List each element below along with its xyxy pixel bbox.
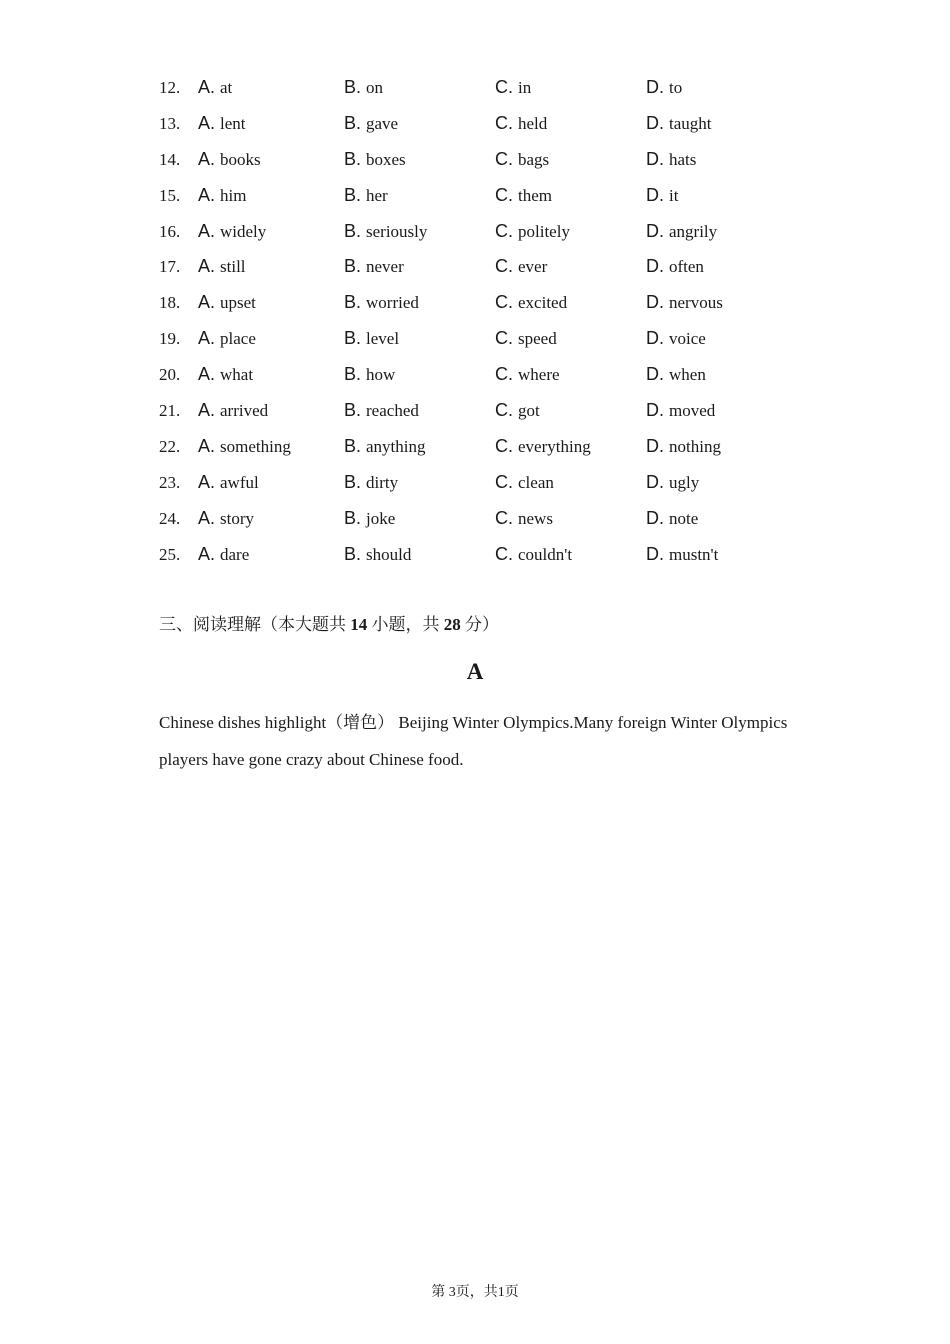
option-letter: C. <box>495 256 513 277</box>
option-letter: B. <box>344 184 362 205</box>
option-letter: C. <box>495 543 513 564</box>
option-letter: A. <box>198 507 216 528</box>
option-d <box>646 393 715 429</box>
option-letter: A. <box>198 148 216 169</box>
question-row <box>159 142 859 178</box>
option-b <box>344 501 395 537</box>
option-letter: C. <box>495 112 513 133</box>
option-text: angrily <box>669 221 718 241</box>
option-text: how <box>366 365 396 385</box>
option-letter: C. <box>495 148 513 169</box>
question-row <box>159 106 859 142</box>
option-letter: C. <box>495 364 513 385</box>
option-a <box>198 537 249 573</box>
option-text: what <box>220 365 254 385</box>
option-letter: C. <box>495 328 513 349</box>
option-d <box>646 357 706 393</box>
option-a <box>198 70 232 106</box>
question-row <box>159 321 859 357</box>
question-row <box>159 501 859 537</box>
option-c <box>495 501 553 537</box>
question-row <box>159 465 859 501</box>
option-c <box>495 142 549 178</box>
option-letter: B. <box>344 471 362 492</box>
option-text: to <box>669 78 683 97</box>
option-letter: A. <box>198 400 216 421</box>
question-number: 17. <box>159 257 181 277</box>
option-letter: D. <box>646 364 664 385</box>
option-letter: B. <box>344 256 362 277</box>
option-text: boxes <box>366 149 406 169</box>
option-b <box>344 70 383 106</box>
option-text: reached <box>366 401 419 421</box>
option-c <box>495 429 591 465</box>
option-text: arrived <box>220 401 269 421</box>
passage-text: Chinese dishes highlight（增色） Beijing Winter Olympics.Many foreign Winter Olympics players have gone crazy about Chinese food. <box>159 713 788 769</box>
option-a <box>198 106 246 142</box>
option-c <box>495 249 547 285</box>
option-d <box>646 142 696 178</box>
option-text: level <box>366 329 400 349</box>
question-row <box>159 285 859 321</box>
option-letter: D. <box>646 471 664 492</box>
option-text: couldn't <box>518 544 573 564</box>
section-points: 28 <box>443 615 461 634</box>
option-a <box>198 214 266 250</box>
question-row <box>159 70 859 106</box>
option-text: politely <box>518 221 570 241</box>
option-letter: B. <box>344 507 362 528</box>
option-letter: A. <box>198 256 216 277</box>
option-letter: B. <box>344 543 362 564</box>
option-letter: C. <box>495 292 513 313</box>
option-a <box>198 142 261 178</box>
option-text: note <box>669 508 699 528</box>
option-text: books <box>220 149 261 169</box>
question-number: 13. <box>159 113 181 133</box>
option-d <box>646 214 717 250</box>
option-b <box>344 537 411 573</box>
option-text: clean <box>518 472 554 492</box>
option-text: anything <box>366 436 426 456</box>
option-a <box>198 178 246 214</box>
option-letter: A. <box>198 435 216 456</box>
option-d <box>646 429 721 465</box>
option-text: held <box>518 113 548 133</box>
option-letter: B. <box>344 112 362 133</box>
option-text: ugly <box>669 472 700 492</box>
option-letter: D. <box>646 112 664 133</box>
section-heading-prefix: 三、阅读理解（本大题共 <box>159 615 351 634</box>
option-letter: D. <box>646 435 664 456</box>
option-letter: B. <box>344 77 362 97</box>
option-letter: D. <box>646 292 664 313</box>
option-letter: D. <box>646 77 664 97</box>
option-d <box>646 285 723 321</box>
option-c <box>495 537 572 573</box>
option-letter: A. <box>198 328 216 349</box>
question-number: 14. <box>159 149 181 169</box>
section-heading <box>159 613 499 637</box>
option-letter: A. <box>198 112 216 133</box>
option-text: ever <box>518 257 548 277</box>
question-row <box>159 393 859 429</box>
question-row <box>159 249 859 285</box>
section-heading-middle: 小题，共 <box>367 615 444 634</box>
option-letter: C. <box>495 400 513 421</box>
question-number: 18. <box>159 293 181 313</box>
question-number: 12. <box>159 78 181 97</box>
option-text: nothing <box>669 436 721 456</box>
option-d <box>646 249 704 285</box>
question-number: 24. <box>159 508 181 528</box>
option-text: place <box>220 329 256 349</box>
option-letter: B. <box>344 364 362 385</box>
option-text: upset <box>220 293 256 313</box>
option-letter: B. <box>344 435 362 456</box>
option-d <box>646 537 718 573</box>
question-row <box>159 214 859 250</box>
passage-title: A <box>466 659 484 684</box>
option-text: everything <box>518 436 591 456</box>
option-a <box>198 429 291 465</box>
question-number: 23. <box>159 472 181 492</box>
option-text: gave <box>366 113 399 133</box>
option-b <box>344 142 406 178</box>
option-letter: D. <box>646 328 664 349</box>
option-c <box>495 178 552 214</box>
option-text: dare <box>220 544 250 564</box>
option-letter: A. <box>198 220 216 241</box>
option-text: got <box>518 401 540 421</box>
question-number: 19. <box>159 329 181 349</box>
option-d <box>646 106 712 142</box>
option-text: dirty <box>366 472 399 492</box>
option-text: mustn't <box>669 544 719 564</box>
option-text: something <box>220 436 291 456</box>
option-letter: C. <box>495 77 513 97</box>
option-text: moved <box>669 401 716 421</box>
option-d <box>646 70 682 106</box>
option-text: it <box>669 185 679 205</box>
option-letter: D. <box>646 400 664 421</box>
option-letter: B. <box>344 220 362 241</box>
question-number: 25. <box>159 544 181 564</box>
option-b <box>344 178 388 214</box>
option-b <box>344 357 395 393</box>
section-question-count: 14 <box>350 615 368 634</box>
option-text: at <box>220 78 233 97</box>
option-letter: C. <box>495 507 513 528</box>
option-letter: A. <box>198 364 216 385</box>
option-a <box>198 501 254 537</box>
option-d <box>646 465 699 501</box>
option-letter: D. <box>646 507 664 528</box>
option-b <box>344 249 404 285</box>
option-text: bags <box>518 149 550 169</box>
option-c <box>495 70 531 106</box>
option-text: joke <box>366 508 396 528</box>
option-text: story <box>220 508 255 528</box>
option-letter: B. <box>344 328 362 349</box>
section-heading-suffix: 分） <box>460 615 499 634</box>
option-letter: D. <box>646 184 664 205</box>
option-text: when <box>669 365 706 385</box>
option-d <box>646 178 678 214</box>
option-d <box>646 501 698 537</box>
option-text: her <box>366 185 388 205</box>
option-text: still <box>220 257 246 277</box>
option-letter: C. <box>495 435 513 456</box>
option-letter: A. <box>198 77 216 97</box>
option-letter: A. <box>198 292 216 313</box>
option-b <box>344 106 398 142</box>
question-list <box>159 70 859 572</box>
option-b <box>344 214 427 250</box>
option-b <box>344 285 419 321</box>
option-text: widely <box>220 221 267 241</box>
option-c <box>495 465 554 501</box>
option-text: lent <box>220 113 246 133</box>
option-c <box>495 214 570 250</box>
option-c <box>495 106 547 142</box>
option-text: hats <box>669 149 697 169</box>
option-text: voice <box>669 329 706 349</box>
option-c <box>495 285 567 321</box>
option-c <box>495 357 560 393</box>
question-number: 22. <box>159 436 181 456</box>
option-text: should <box>366 544 412 564</box>
option-letter: C. <box>495 471 513 492</box>
question-number: 20. <box>159 365 181 385</box>
option-letter: A. <box>198 184 216 205</box>
option-a <box>198 357 253 393</box>
option-letter: C. <box>495 184 513 205</box>
option-c <box>495 393 540 429</box>
option-letter: A. <box>198 543 216 564</box>
question-row <box>159 537 859 573</box>
question-number: 15. <box>159 185 181 205</box>
question-row <box>159 357 859 393</box>
question-number: 16. <box>159 221 181 241</box>
option-a <box>198 393 268 429</box>
option-text: never <box>366 257 404 277</box>
option-text: in <box>518 78 532 97</box>
option-text: worried <box>366 293 419 313</box>
option-d <box>646 321 706 357</box>
option-text: him <box>220 185 247 205</box>
option-a <box>198 249 246 285</box>
option-letter: D. <box>646 543 664 564</box>
option-a <box>198 465 259 501</box>
option-b <box>344 429 426 465</box>
option-text: where <box>518 365 560 385</box>
option-text: on <box>366 78 384 97</box>
option-a <box>198 321 256 357</box>
question-number: 21. <box>159 401 181 421</box>
option-c <box>495 321 557 357</box>
option-text: often <box>669 257 704 277</box>
option-letter: B. <box>344 292 362 313</box>
option-letter: D. <box>646 148 664 169</box>
question-row <box>159 178 859 214</box>
option-text: excited <box>518 293 568 313</box>
option-text: taught <box>669 113 712 133</box>
option-text: news <box>518 508 553 528</box>
question-row <box>159 429 859 465</box>
option-b <box>344 393 419 429</box>
option-text: speed <box>518 329 557 349</box>
option-text: awful <box>220 472 259 492</box>
option-letter: D. <box>646 256 664 277</box>
option-letter: A. <box>198 471 216 492</box>
option-letter: C. <box>495 220 513 241</box>
option-text: them <box>518 185 552 205</box>
option-letter: D. <box>646 220 664 241</box>
option-letter: B. <box>344 148 362 169</box>
option-a <box>198 285 256 321</box>
option-b <box>344 321 399 357</box>
option-b <box>344 465 398 501</box>
option-letter: B. <box>344 400 362 421</box>
option-text: nervous <box>669 293 723 313</box>
option-text: seriously <box>366 221 428 241</box>
page-footer: 第 3页，共1页 <box>431 1285 519 1300</box>
